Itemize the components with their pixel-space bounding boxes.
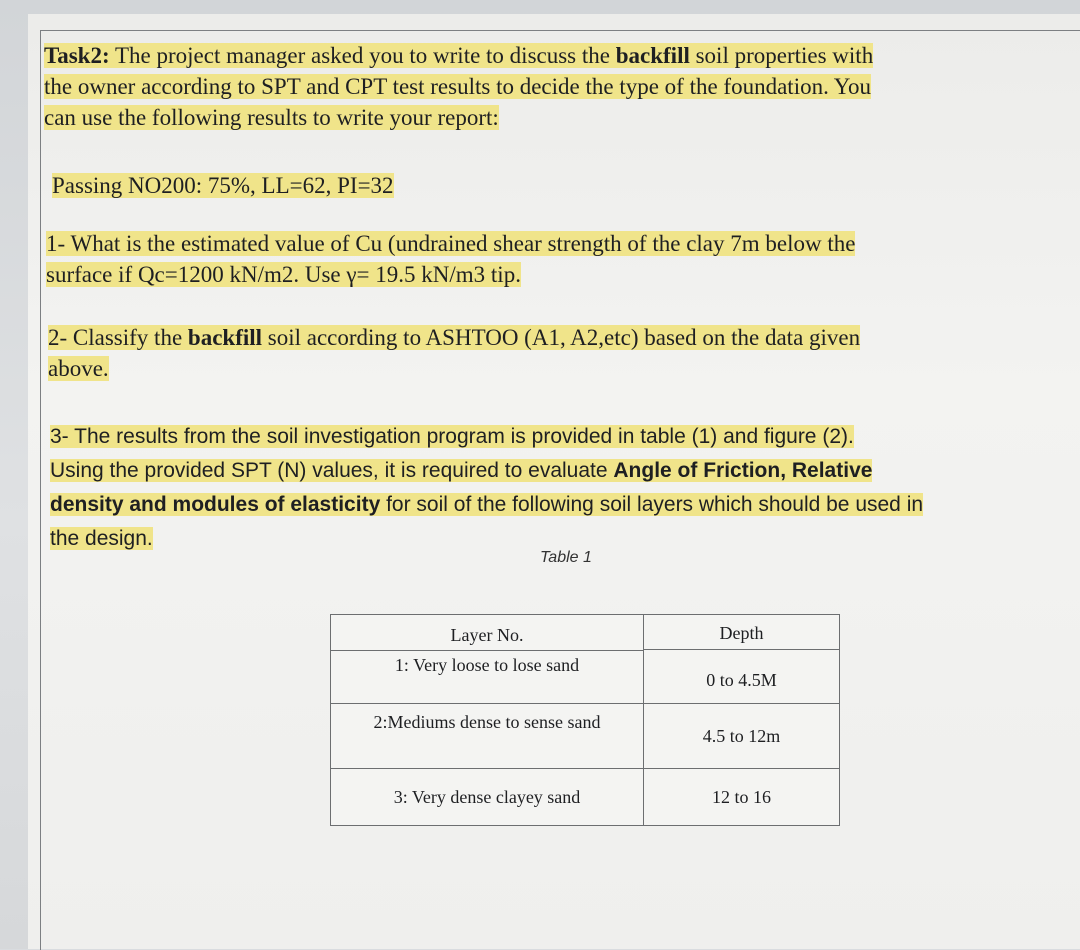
task-text-end: soil properties with <box>689 43 874 68</box>
layer-2-depth: 4.5 to 12m <box>644 704 840 769</box>
q3-line-2: Using the provided SPT (N) values, it is required to evaluate <box>50 459 614 482</box>
task-line-3: can use the following results to write your report: <box>44 105 499 130</box>
q3-line-4: the design. <box>50 527 153 550</box>
q3-line-3: for soil of the following soil layers which should be used in <box>380 493 924 516</box>
layer-3-name: 3: Very dense clayey sand <box>331 769 644 826</box>
layer-1-depth: 0 to 4.5M <box>644 649 839 691</box>
soil-layers-table <box>330 614 840 826</box>
task-bold-backfill: backfill <box>615 43 690 68</box>
q2-line-2: above. <box>48 356 109 381</box>
question-1 <box>46 228 1046 290</box>
table-row <box>331 615 840 704</box>
table-row <box>331 704 840 769</box>
depth-cell <box>644 615 840 704</box>
q1-line-2: surface if Qc=1200 kN/m2. Use γ= 19.5 kN/m3 tip. <box>46 262 521 287</box>
q2-text-end: soil according to ASHTOO (A1, A2,etc) based on the data given <box>262 325 861 350</box>
header-depth: Depth <box>719 623 764 643</box>
layer-1-name: 1: Very loose to lose sand <box>331 650 643 676</box>
task-text: The project manager asked you to write to discuss the <box>114 43 616 68</box>
question-2 <box>48 322 1048 384</box>
q3-line-2-bold: Angle of Friction, Relative <box>613 459 873 482</box>
task-line-2: the owner according to SPT and CPT test results to decide the type of the foundation. You <box>44 74 872 99</box>
soil-data-line <box>52 170 394 201</box>
table-caption: Table 1 <box>540 549 592 566</box>
layer-cell <box>331 615 644 704</box>
soil-data-text: Passing NO200: 75%, LL=62, PI=32 <box>52 173 394 198</box>
q2-bold-backfill: backfill <box>187 325 263 350</box>
q3-line-3-bold: density and modules of elasticity <box>50 493 381 516</box>
table-row <box>331 769 840 826</box>
task-paragraph <box>44 40 1054 133</box>
q2-text: 2- Classify the <box>48 325 188 350</box>
question-3 <box>50 420 1080 556</box>
q1-line-1: 1- What is the estimated value of Cu (undrained shear strength of the clay 7m below the <box>46 231 856 256</box>
q3-line-1: 3- The results from the soil investigation program is provided in table (1) and figure (2). <box>50 425 854 448</box>
layer-3-depth: 12 to 16 <box>644 769 840 826</box>
task-label: Task2: <box>44 43 110 68</box>
header-layer-no: Layer No. <box>450 625 524 645</box>
layer-2-name: 2:Mediums dense to sense sand <box>331 704 644 769</box>
